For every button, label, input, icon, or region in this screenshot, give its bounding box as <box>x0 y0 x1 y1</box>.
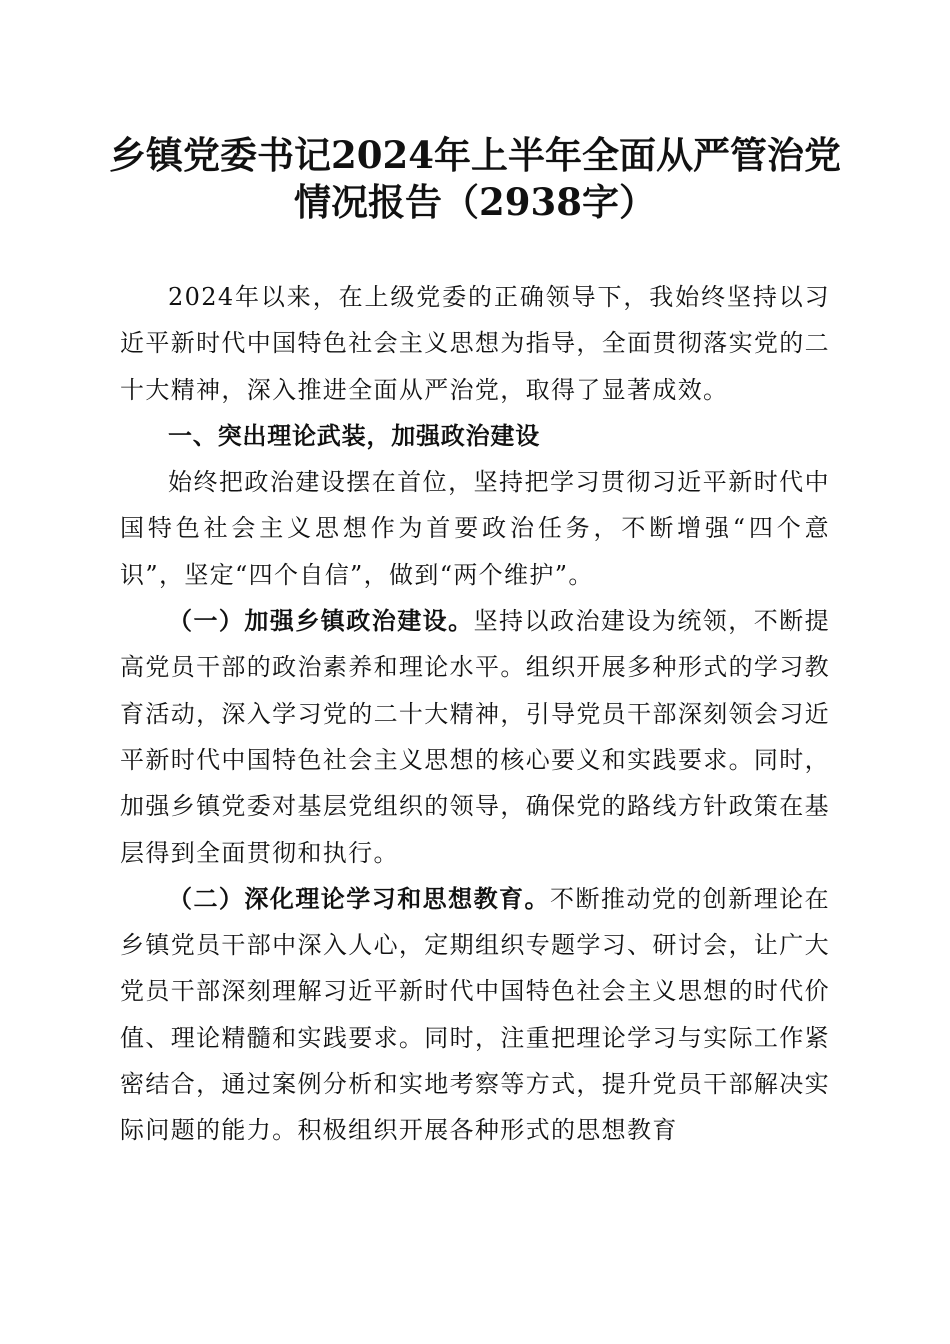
section-1-item-2 <box>120 876 830 1154</box>
title-line-1: 乡镇党委书记2024年上半年全面从严管治党 <box>109 133 841 177</box>
section-1-heading: 一、突出理论武装，加强政治建设 <box>168 421 540 450</box>
item-1-text: 坚持以政治建设为统领，不断提高党员干部的政治素养和理论水平。组织开展多种形式的学习教育活动，深入学习党的二十大精神，引导党员干部深刻领会习近平新时代中国特色社会主义思想的核心要义和实践要求。同时，加强乡镇党委对基层党组织的领导，确保党的路线方针政策在基层得到全面贯彻和执行。 <box>120 607 830 867</box>
item-2-lead: （二）深化理论学习和思想教育。 <box>168 884 550 913</box>
item-2-text: 不断推动党的创新理论在乡镇党员干部中深入人心，定期组织专题学习、研讨会，让广大党员干部深刻理解习近平新时代中国特色社会主义思想的时代价值、理论精髓和实践要求。同时，注重把理论学习与实际工作紧密结合，通过案例分析和实地考察等方式，提升党员干部解决实际问题的能力。积极组织开展各种形式的思想教育 <box>120 884 830 1145</box>
section-1-item-1 <box>120 598 830 876</box>
section-1-summary: 始终把政治建设摆在首位，坚持把学习贯彻习近平新时代中国特色社会主义思想作为首要政治任务，不断增强“四个意识”，坚定“四个自信”，做到“两个维护”。 <box>120 468 830 589</box>
intro-paragraph: 2024年以来，在上级党委的正确领导下，我始终坚持以习近平新时代中国特色社会主义思想为指导，全面贯彻落实党的二十大精神，深入推进全面从严治党，取得了显著成效。 <box>120 283 830 404</box>
title-line-2: 情况报告（2938字） <box>294 180 656 224</box>
item-1-lead: （一）加强乡镇政治建设。 <box>168 607 474 636</box>
document-body <box>120 274 830 1154</box>
document-title <box>80 132 870 226</box>
